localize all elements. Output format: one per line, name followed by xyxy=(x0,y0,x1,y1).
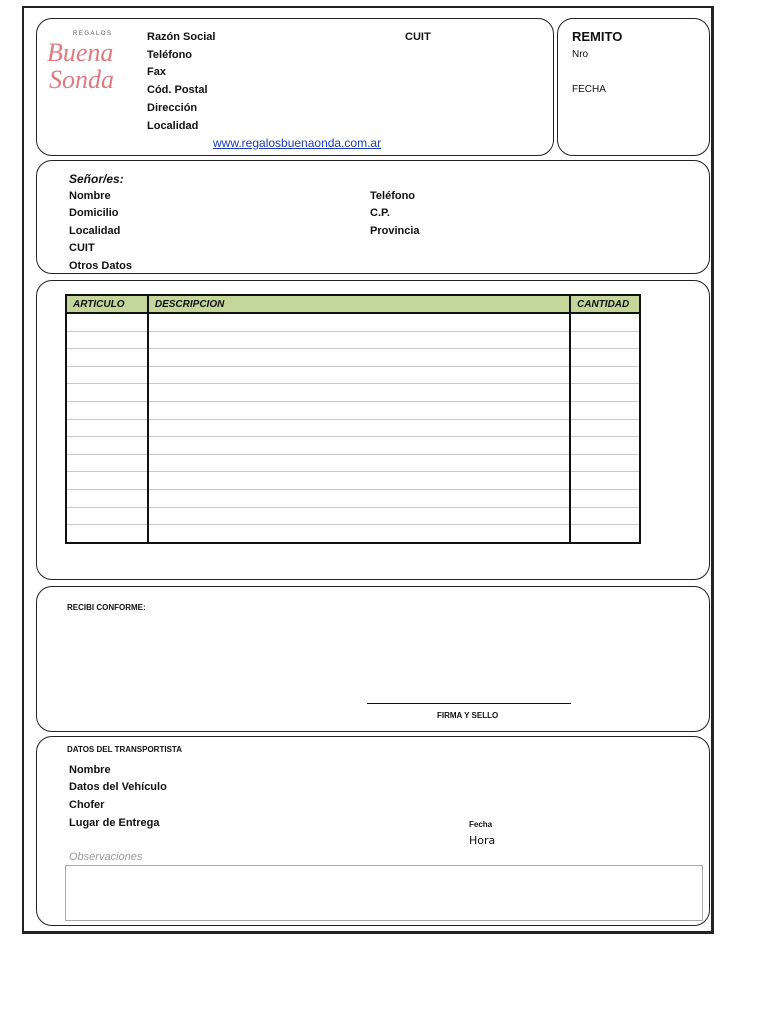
transporte-box xyxy=(36,736,710,926)
table-cell[interactable] xyxy=(66,313,148,331)
table-cell[interactable] xyxy=(570,472,640,490)
table-cell[interactable] xyxy=(148,313,570,331)
table-cell[interactable] xyxy=(66,401,148,419)
field-fax: Fax xyxy=(147,66,166,78)
remito-box xyxy=(557,18,710,156)
recibi-box xyxy=(36,586,710,732)
table-row xyxy=(66,384,640,402)
table-cell[interactable] xyxy=(570,525,640,543)
client-nombre: Nombre xyxy=(69,190,111,202)
table-row xyxy=(66,366,640,384)
table-row xyxy=(66,437,640,455)
table-cell[interactable] xyxy=(570,489,640,507)
table-cell[interactable] xyxy=(66,472,148,490)
remito-nro-label: Nro xyxy=(572,49,589,60)
firma-label: FIRMA Y SELLO xyxy=(437,711,499,720)
table-cell[interactable] xyxy=(570,401,640,419)
table-cell[interactable] xyxy=(148,525,570,543)
table-cell[interactable] xyxy=(148,331,570,349)
transporte-nombre: Nombre xyxy=(69,764,111,776)
table-cell[interactable] xyxy=(148,366,570,384)
client-heading: Señor/es: xyxy=(69,172,124,186)
brand-logo xyxy=(45,25,131,95)
table-row xyxy=(66,472,640,490)
table-cell[interactable] xyxy=(66,454,148,472)
signature-line xyxy=(367,703,571,704)
table-cell[interactable] xyxy=(570,437,640,455)
table-cell[interactable] xyxy=(66,507,148,525)
client-box xyxy=(36,160,710,274)
transporte-chofer: Chofer xyxy=(69,799,105,811)
table-cell[interactable] xyxy=(570,384,640,402)
remito-fecha-label: FECHA xyxy=(572,84,606,95)
table-cell[interactable] xyxy=(148,419,570,437)
table-row xyxy=(66,349,640,367)
table-row xyxy=(66,313,640,331)
table-cell[interactable] xyxy=(66,419,148,437)
table-row xyxy=(66,331,640,349)
items-box xyxy=(36,280,710,580)
client-telefono: Teléfono xyxy=(370,190,416,202)
field-direccion: Dirección xyxy=(147,102,198,114)
client-localidad: Localidad xyxy=(69,225,121,237)
table-row xyxy=(66,507,640,525)
table-row xyxy=(66,401,640,419)
transporte-vehiculo: Datos del Vehículo xyxy=(69,781,167,793)
col-cantidad: CANTIDAD xyxy=(570,295,640,313)
col-descripcion: DESCRIPCION xyxy=(148,295,570,313)
table-cell[interactable] xyxy=(66,366,148,384)
table-cell[interactable] xyxy=(66,525,148,543)
remito-page xyxy=(22,6,714,934)
table-cell[interactable] xyxy=(148,454,570,472)
table-row xyxy=(66,419,640,437)
field-razon-social: Razón Social xyxy=(147,31,216,43)
remito-title: REMITO xyxy=(572,29,623,44)
website-link[interactable]: www.regalosbuenaonda.com.ar xyxy=(213,136,382,150)
table-row xyxy=(66,454,640,472)
table-cell[interactable] xyxy=(570,366,640,384)
table-cell[interactable] xyxy=(148,349,570,367)
transporte-lugar: Lugar de Entrega xyxy=(69,817,160,829)
table-cell[interactable] xyxy=(570,349,640,367)
table-cell[interactable] xyxy=(66,384,148,402)
col-articulo: ARTICULO xyxy=(66,295,148,313)
table-cell[interactable] xyxy=(570,331,640,349)
table-cell[interactable] xyxy=(66,331,148,349)
client-provincia: Provincia xyxy=(370,225,420,237)
transporte-fecha: Fecha xyxy=(469,820,493,829)
client-otros-datos: Otros Datos xyxy=(69,260,132,272)
observaciones-label: Observaciones xyxy=(69,851,143,863)
table-cell[interactable] xyxy=(66,437,148,455)
field-cod-postal: Cód. Postal xyxy=(147,84,208,96)
table-cell[interactable] xyxy=(570,507,640,525)
items-header-row xyxy=(66,295,640,313)
table-cell[interactable] xyxy=(148,437,570,455)
field-localidad: Localidad xyxy=(147,120,199,132)
client-cuit: CUIT xyxy=(69,242,95,254)
table-cell[interactable] xyxy=(570,419,640,437)
logo-line2: Sonda xyxy=(49,65,114,94)
client-domicilio: Domicilio xyxy=(69,207,119,219)
table-cell[interactable] xyxy=(66,489,148,507)
table-cell[interactable] xyxy=(148,401,570,419)
logo-line1: Buena xyxy=(47,38,114,67)
items-table xyxy=(65,294,641,544)
field-cuit: CUIT xyxy=(405,31,431,43)
table-cell[interactable] xyxy=(570,454,640,472)
table-cell[interactable] xyxy=(148,384,570,402)
client-cp: C.P. xyxy=(370,207,390,219)
table-cell[interactable] xyxy=(570,313,640,331)
table-row xyxy=(66,525,640,543)
table-cell[interactable] xyxy=(148,489,570,507)
logo-small-text: REGALOS xyxy=(73,31,113,37)
company-box xyxy=(36,18,554,156)
transporte-hora: Hora xyxy=(469,834,496,847)
table-cell[interactable] xyxy=(148,507,570,525)
transporte-heading: DATOS DEL TRANSPORTISTA xyxy=(67,745,182,754)
observaciones-box[interactable] xyxy=(65,865,703,921)
recibi-label: RECIBI CONFORME: xyxy=(67,603,146,612)
table-row xyxy=(66,489,640,507)
field-telefono: Teléfono xyxy=(147,49,193,61)
table-cell[interactable] xyxy=(148,472,570,490)
items-body xyxy=(66,313,640,543)
table-cell[interactable] xyxy=(66,349,148,367)
